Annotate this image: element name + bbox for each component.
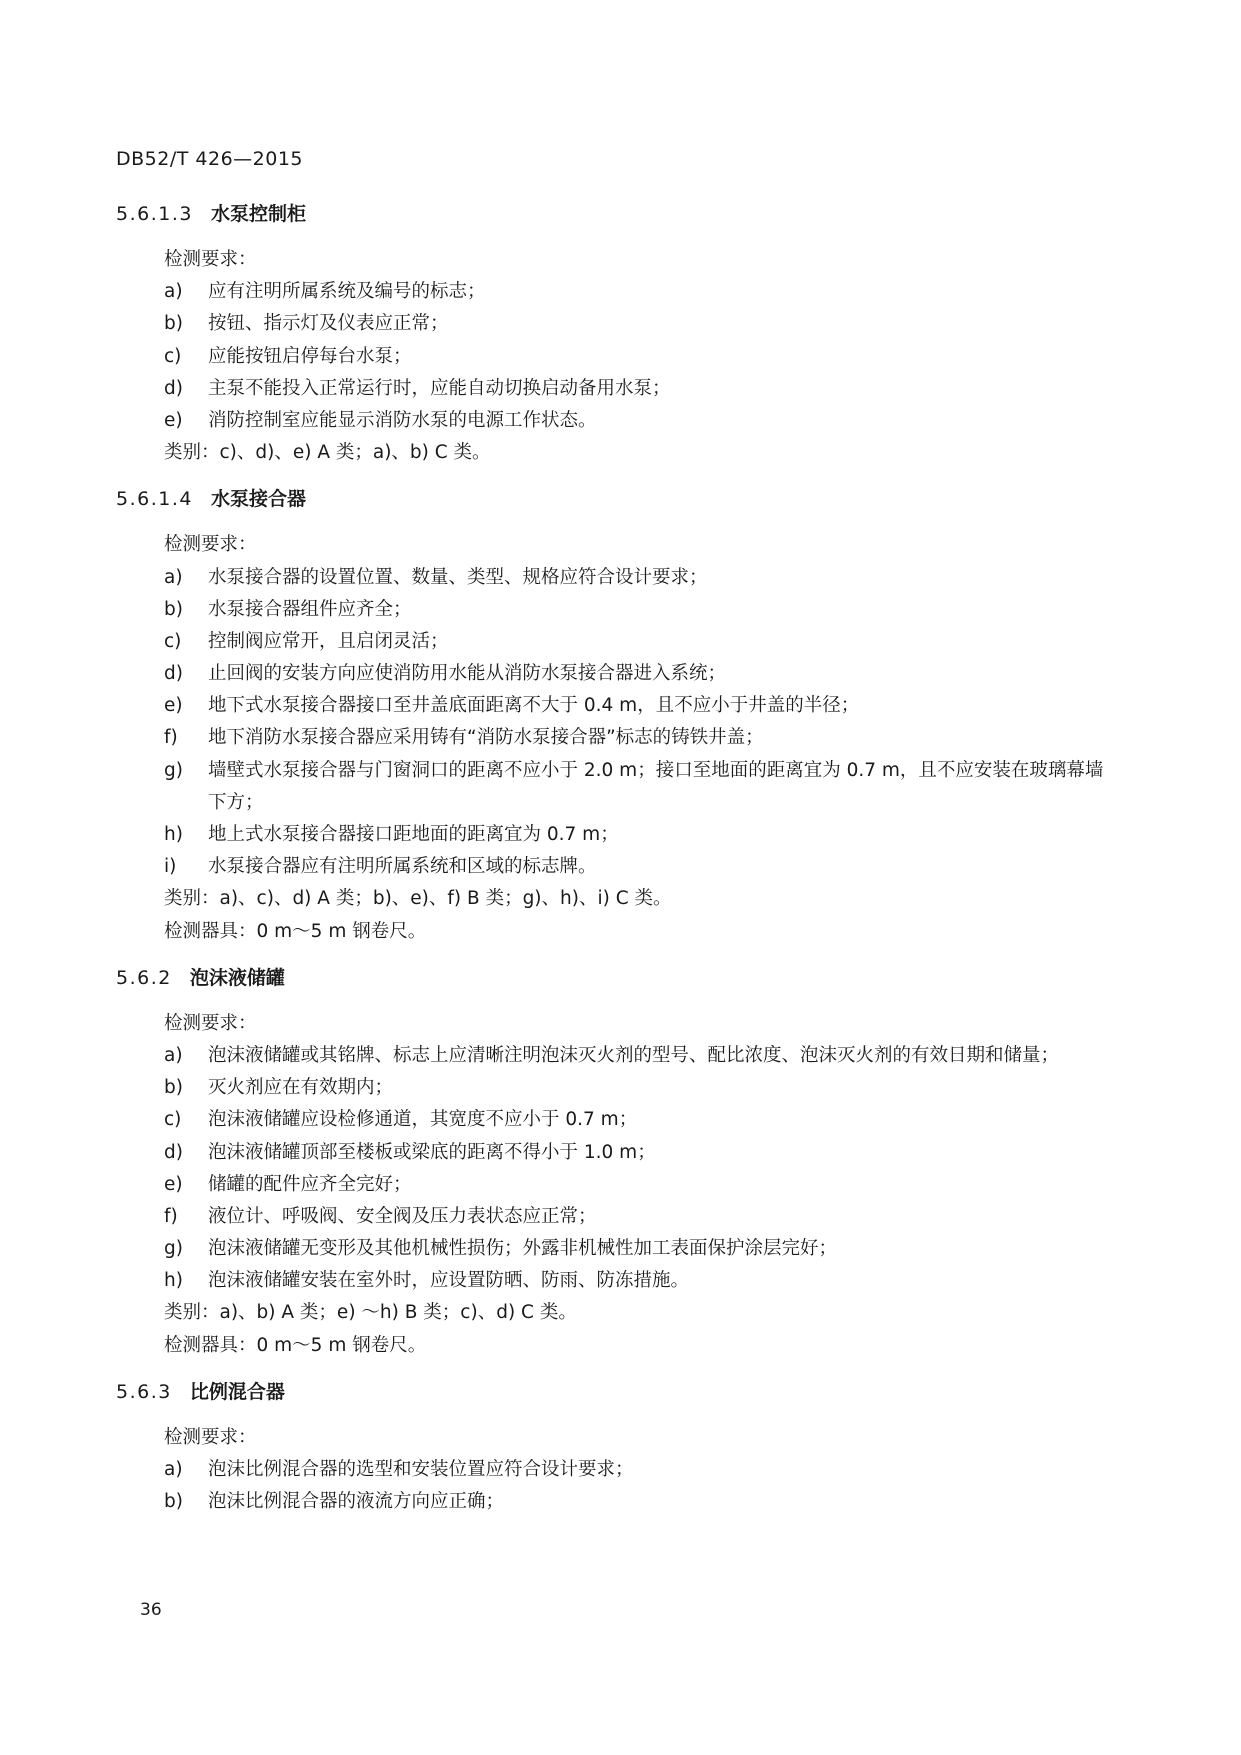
list-item: a) 水泵接合器的设置位置、数量、类型、规格应符合设计要求； xyxy=(164,566,708,588)
list-item: f) 地下消防水泵接合器应采用铸有“消防水泵接合器”标志的铸铁井盖； xyxy=(164,727,764,749)
requirement-label: 检测要求： xyxy=(164,249,257,270)
list-item: b) 泡沫比例混合器的液流方向应正确； xyxy=(164,1491,505,1513)
list-item: f) 液位计、呼吸阀、安全阀及压力表状态应正常； xyxy=(164,1205,597,1227)
list-item: e) 消防控制室应能显示消防水泵的电源工作状态。 xyxy=(164,409,597,431)
requirement-label: 检测要求： xyxy=(164,1012,257,1034)
list-item: a) 泡沫比例混合器的选型和安装位置应符合设计要求； xyxy=(164,1459,634,1481)
list-item: b) 水泵接合器组件应齐全； xyxy=(164,598,412,620)
section-heading xyxy=(116,483,1116,515)
list-item: h) 泡沫液储罐安装在室外时，应设置防晒、防雨、防冻措施。 xyxy=(164,1270,690,1292)
section-title: 比例混合器 xyxy=(189,1380,285,1403)
list-item: b) 灭火剂应在有效期内； xyxy=(164,1077,394,1099)
list-item: c) 泡沫液储罐应设检修通道，其宽度不应小于 0.7 m； xyxy=(164,1109,638,1131)
list-item: g) 泡沫液储罐无变形及其他机械性损伤；外露非机械性加工表面保护涂层完好； xyxy=(164,1238,838,1260)
list-item: i) 水泵接合器应有注明所属系统和区域的标志牌。 xyxy=(164,856,597,878)
section-heading xyxy=(116,198,1116,230)
list-item: d) 泡沫液储罐顶部至楼板或梁底的距离不得小于 1.0 m； xyxy=(164,1141,656,1163)
list-item: c) 应能按钮启停每台水泵； xyxy=(164,345,412,367)
list-item: h) 地上式水泵接合器接口距地面的距离宜为 0.7 m； xyxy=(164,824,619,846)
requirement-label: 检测要求： xyxy=(164,1426,257,1448)
page-number: 36 xyxy=(140,1600,162,1620)
document-id: DB52/T 426—2015 xyxy=(116,148,304,170)
section-pump-control-cabinet xyxy=(116,198,1116,469)
tools-line: 检测器具：0 m～5 m 钢卷尺。 xyxy=(164,1334,427,1356)
list-item: e) 地下式水泵接合器接口至井盖底面距离不大于 0.4 m，且不应小于井盖的半径； xyxy=(164,695,860,717)
section-title: 水泵接合器 xyxy=(210,488,306,511)
requirement-label: 检测要求： xyxy=(164,534,257,556)
list-item: d) 主泵不能投入正常运行时，应能自动切换启动备用水泵； xyxy=(164,377,671,399)
list-item: c) 控制阀应常开，且启闭灵活； xyxy=(164,630,449,652)
tools-line: 检测器具：0 m～5 m 钢卷尺。 xyxy=(164,920,427,942)
category-line: 类别：c)、d)、e) A 类；a)、b) C 类。 xyxy=(164,442,491,464)
section-number: 5.6.3 xyxy=(116,1380,172,1403)
section-heading xyxy=(116,962,1116,994)
section-proportional-mixer xyxy=(116,1376,1116,1519)
category-line: 类别：a)、c)、d) A 类；b)、e)、f) B 类；g)、h)、i) C 类。 xyxy=(164,888,672,910)
section-number: 5.6.1.3 xyxy=(116,203,193,225)
section-title: 水泵控制柜 xyxy=(210,203,306,225)
list-item: g) 墙壁式水泵接合器与门窗洞口的距离不应小于 2.0 m；接口至地面的距离宜为 0.7 m，且不应安装在玻璃幕墙下方； xyxy=(164,759,1104,813)
list-item: b) 按钮、指示灯及仪表应正常； xyxy=(164,313,449,335)
list-item: d) 止回阀的安装方向应使消防用水能从消防水泵接合器进入系统； xyxy=(164,663,727,685)
section-pump-adapter xyxy=(116,483,1116,947)
section-title: 泡沫液储罐 xyxy=(189,966,285,989)
list-item: e) 储罐的配件应齐全完好； xyxy=(164,1173,412,1195)
section-number: 5.6.1.4 xyxy=(116,488,193,511)
section-foam-tank xyxy=(116,962,1116,1362)
section-number: 5.6.2 xyxy=(116,966,172,989)
category-line: 类别：a)、b) A 类；e) ～h) B 类；c)、d) C 类。 xyxy=(164,1302,577,1324)
document-body xyxy=(116,198,1116,1532)
section-heading xyxy=(116,1376,1116,1408)
list-item: a) 泡沫液储罐或其铭牌、标志上应清晰注明泡沫灭火剂的型号、配比浓度、泡沫灭火剂的有效日期和储量； xyxy=(164,1044,1060,1066)
list-item: a) 应有注明所属系统及编号的标志； xyxy=(164,281,486,303)
